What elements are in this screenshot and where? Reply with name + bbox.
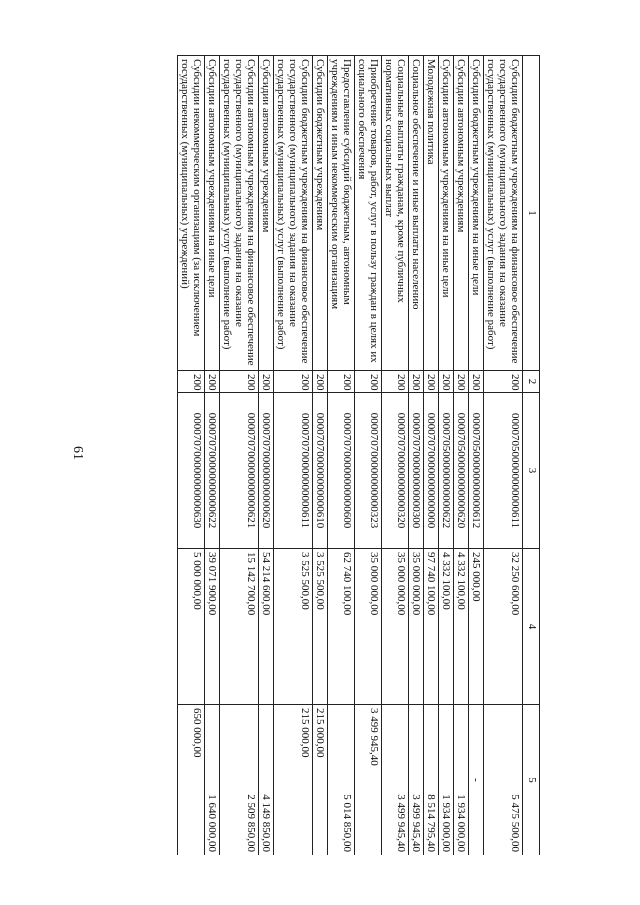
- row-executed-amount: 215 000,00: [313, 705, 328, 856]
- table-row: [220, 56, 259, 856]
- row-name: Субсидии автономным учреждениям на финансовое обеспечение государственного (муниципального) задания на оказание государственных (муниципальных) услуг (выполнение работ): [220, 56, 259, 371]
- row-name: Субсидии некоммерческим организациям (за исключением государственных (муниципальных) учреждений): [178, 56, 205, 371]
- row-name: Субсидии бюджетным учреждениям на финансовое обеспечение государственного (муниципального) задания на оказание государственных (муниципальных) услуг (выполнение работ): [274, 56, 313, 371]
- row-approved-amount: 4 332 100,00: [454, 549, 469, 705]
- row-name: Предоставление субсидий бюджетным, автономным учреждениям и иным некоммерческим организациям: [328, 56, 355, 371]
- row-admin-code: 200: [484, 371, 523, 393]
- table-body: [178, 56, 523, 856]
- row-budget-code: 000070700000000000621: [220, 393, 259, 549]
- row-admin-code: 200: [454, 371, 469, 393]
- row-name: Приобретение товаров, работ, услуг в пользу граждан в целях их социального обеспечения: [355, 56, 382, 371]
- row-executed-amount: 5 014 850,00: [328, 705, 355, 856]
- row-executed-amount: 1 934 000,00: [454, 705, 469, 856]
- row-approved-amount: 245 000,00: [469, 549, 484, 705]
- row-executed-amount: 3 499 945,40: [355, 705, 382, 856]
- row-executed-amount: -: [469, 705, 484, 856]
- row-budget-code: 000070500000000000612: [469, 393, 484, 549]
- row-approved-amount: 54 214 600,00: [259, 549, 274, 705]
- row-admin-code: 200: [220, 371, 259, 393]
- header-col-2: 2: [523, 371, 540, 393]
- row-budget-code: 000070500000000000620: [454, 393, 469, 549]
- row-executed-amount: 650 000,00: [178, 705, 205, 856]
- row-admin-code: 200: [274, 371, 313, 393]
- row-name: Субсидии бюджетным учреждениям: [313, 56, 328, 371]
- row-approved-amount: 4 332 100,00: [439, 549, 454, 705]
- rotated-table: [100, 55, 540, 855]
- row-name: Субсидии автономным учреждениям: [454, 56, 469, 371]
- header-col-3: 3: [523, 393, 540, 549]
- row-admin-code: 200: [469, 371, 484, 393]
- row-budget-code: 000070500000000000622: [439, 393, 454, 549]
- row-admin-code: 200: [439, 371, 454, 393]
- table-container: [100, 55, 540, 855]
- budget-table: [177, 55, 540, 855]
- row-executed-amount: 4 149 850,00: [259, 705, 274, 856]
- table-row: [274, 56, 313, 856]
- table-row: [409, 56, 424, 856]
- row-approved-amount: 35 000 000,00: [355, 549, 382, 705]
- row-name: Субсидии автономным учреждениям на иные цели: [205, 56, 220, 371]
- row-budget-code: 000070700000000000630: [178, 393, 205, 549]
- table-row: [382, 56, 409, 856]
- row-approved-amount: 35 000 000,00: [382, 549, 409, 705]
- row-approved-amount: 5 000 000,00: [178, 549, 205, 705]
- row-approved-amount: 3 525 500,00: [274, 549, 313, 705]
- row-budget-code: 000070700000000000323: [355, 393, 382, 549]
- table-row: [178, 56, 205, 856]
- table-row: [484, 56, 523, 856]
- row-executed-amount: 215 000,00: [274, 705, 313, 856]
- row-approved-amount: 97 740 100,00: [424, 549, 439, 705]
- row-budget-code: 000070700000000000620: [259, 393, 274, 549]
- row-name: Социальное обеспечение и иные выплаты населению: [409, 56, 424, 371]
- row-budget-code: 000070500000000000611: [484, 393, 523, 549]
- row-budget-code: 000070700000000000610: [313, 393, 328, 549]
- row-executed-amount: 2 509 850,00: [220, 705, 259, 856]
- row-approved-amount: 32 250 600,00: [484, 549, 523, 705]
- row-name: Субсидии бюджетным учреждениям на финансовое обеспечение государственного (муниципального) задания на оказание государственных (муниципальных) услуг (выполнение работ): [484, 56, 523, 371]
- row-name: Молодежная политика: [424, 56, 439, 371]
- row-budget-code: 000070700000000000000: [424, 393, 439, 549]
- row-name: Субсидии автономным учреждениям: [259, 56, 274, 371]
- row-admin-code: 200: [328, 371, 355, 393]
- row-admin-code: 200: [382, 371, 409, 393]
- table-row: [439, 56, 454, 856]
- table-row: [469, 56, 484, 856]
- header-col-5: 5: [523, 705, 540, 856]
- table-row: [424, 56, 439, 856]
- row-budget-code: 000070700000000000320: [382, 393, 409, 549]
- row-executed-amount: 3 499 945,40: [409, 705, 424, 856]
- row-admin-code: 200: [178, 371, 205, 393]
- table-row: [313, 56, 328, 856]
- row-executed-amount: 1 640 000,00: [205, 705, 220, 856]
- row-executed-amount: 3 499 945,40: [382, 705, 409, 856]
- row-budget-code: 000070700000000000622: [205, 393, 220, 549]
- table-row: [454, 56, 469, 856]
- header-col-4: 4: [523, 549, 540, 705]
- row-admin-code: 200: [409, 371, 424, 393]
- row-approved-amount: 62 740 100,00: [328, 549, 355, 705]
- row-admin-code: 200: [355, 371, 382, 393]
- row-budget-code: 000070700000000000600: [328, 393, 355, 549]
- page-number: 61: [70, 446, 85, 460]
- row-admin-code: 200: [259, 371, 274, 393]
- row-approved-amount: 15 142 700,00: [220, 549, 259, 705]
- row-admin-code: 200: [313, 371, 328, 393]
- row-approved-amount: 35 000 000,00: [409, 549, 424, 705]
- row-approved-amount: 39 071 900,00: [205, 549, 220, 705]
- table-row: [205, 56, 220, 856]
- table-row: [259, 56, 274, 856]
- row-name: Субсидии автономным учреждениям на иные цели: [439, 56, 454, 371]
- row-executed-amount: 8 514 795,40: [424, 705, 439, 856]
- row-admin-code: 200: [424, 371, 439, 393]
- row-budget-code: 000070700000000000300: [409, 393, 424, 549]
- row-executed-amount: 1 934 000,00: [439, 705, 454, 856]
- table-row: [328, 56, 355, 856]
- row-admin-code: 200: [205, 371, 220, 393]
- row-approved-amount: 3 525 500,00: [313, 549, 328, 705]
- row-budget-code: 000070700000000000611: [274, 393, 313, 549]
- row-name: Социальные выплаты гражданам, кроме публичных нормативных социальных выплат: [382, 56, 409, 371]
- row-name: Субсидии бюджетным учреждениям на иные цели: [469, 56, 484, 371]
- table-row: [355, 56, 382, 856]
- header-col-1: 1: [523, 56, 540, 371]
- header-row: [523, 56, 540, 856]
- row-executed-amount: 5 475 500,00: [484, 705, 523, 856]
